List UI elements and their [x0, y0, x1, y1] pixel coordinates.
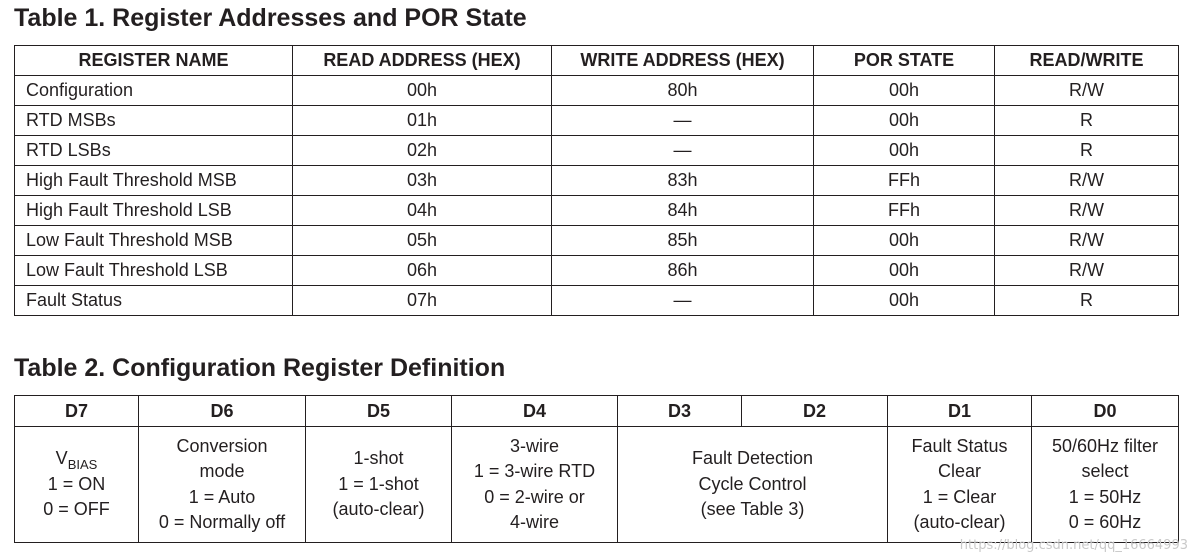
watermark: https://blog.csdn.net/qq_16664993: [959, 538, 1188, 553]
cell-line: 1 = ON: [47, 473, 106, 494]
vbias-label: [17, 446, 136, 472]
table-row: [15, 256, 1179, 286]
por-state-cell: 00h: [814, 256, 995, 286]
write-address-cell: —: [552, 136, 814, 166]
read-address-cell: 02h: [293, 136, 552, 166]
cell-line: 50/60Hz filter: [1051, 435, 1159, 456]
cell-line: (see Table 3): [700, 499, 805, 520]
register-name-cell: Low Fault Threshold LSB: [15, 256, 293, 286]
cell-line: (auto-clear): [332, 499, 425, 520]
col-header-por-state: POR STATE: [814, 46, 995, 76]
cell-line: Cycle Control: [698, 473, 807, 494]
read-write-cell: R/W: [995, 76, 1179, 106]
read-address-cell: 03h: [293, 166, 552, 196]
cell-line: 1 = Clear: [922, 486, 997, 507]
por-state-cell: FFh: [814, 166, 995, 196]
read-write-cell: R: [995, 106, 1179, 136]
cell-line: 1 = Auto: [188, 486, 256, 507]
table2-title: Table 2. Configuration Register Definition: [14, 354, 506, 382]
bit-d0-filter-select-cell: [1032, 427, 1179, 543]
cell-line: 1 = 50Hz: [1068, 486, 1142, 507]
bit-header-d6: D6: [139, 396, 306, 427]
cell-line: mode: [199, 461, 245, 481]
read-address-cell: 07h: [293, 286, 552, 316]
table2-definition-row: [15, 427, 1179, 543]
cell-line: 0 = OFF: [43, 499, 110, 520]
cell-line: Conversion: [176, 435, 268, 456]
bit-d6-conversion-mode-cell: [139, 427, 306, 543]
write-address-cell: 86h: [552, 256, 814, 286]
por-state-cell: FFh: [814, 196, 995, 226]
cell-line: 3-wire: [509, 435, 559, 456]
cell-line: 0 = Normally off: [158, 512, 286, 532]
read-write-cell: R/W: [995, 166, 1179, 196]
cell-line: 4-wire: [509, 512, 559, 532]
bit-header-d2: D2: [742, 396, 888, 427]
register-name-cell: Configuration: [15, 76, 293, 106]
bit-header-d0: D0: [1032, 396, 1179, 427]
cell-line: 1-shot: [353, 448, 404, 469]
cell-line: 1 = 1-shot: [338, 473, 419, 494]
read-address-cell: 04h: [293, 196, 552, 226]
bit-d4-three-wire-cell: [452, 427, 618, 543]
bit-header-d7: D7: [15, 396, 139, 427]
col-header-read-address: READ ADDRESS (HEX): [293, 46, 552, 76]
bit-header-d5: D5: [306, 396, 452, 427]
register-name-cell: RTD LSBs: [15, 136, 293, 166]
configuration-register-table: [14, 395, 1179, 543]
read-write-cell: R: [995, 286, 1179, 316]
write-address-cell: 84h: [552, 196, 814, 226]
col-header-read-write: READ/WRITE: [995, 46, 1179, 76]
register-addresses-table: [14, 45, 1179, 316]
bit-header-d3: D3: [618, 396, 742, 427]
read-address-cell: 06h: [293, 256, 552, 286]
cell-line: select: [1081, 461, 1129, 481]
table1-header-row: [15, 46, 1179, 76]
write-address-cell: 80h: [552, 76, 814, 106]
bit-header-d1: D1: [888, 396, 1032, 427]
cell-line: 0 = 60Hz: [1068, 512, 1142, 532]
register-name-cell: Fault Status: [15, 286, 293, 316]
vbias-main: V: [55, 448, 68, 469]
read-address-cell: 01h: [293, 106, 552, 136]
read-address-cell: 00h: [293, 76, 552, 106]
write-address-cell: —: [552, 286, 814, 316]
por-state-cell: 00h: [814, 226, 995, 256]
table-row: [15, 226, 1179, 256]
bit-d1-fault-status-clear-cell: [888, 427, 1032, 543]
col-header-register-name: REGISTER NAME: [15, 46, 293, 76]
register-name-cell: Low Fault Threshold MSB: [15, 226, 293, 256]
table1-title: Table 1. Register Addresses and POR State: [14, 4, 527, 32]
write-address-cell: 83h: [552, 166, 814, 196]
read-write-cell: R/W: [995, 226, 1179, 256]
por-state-cell: 00h: [814, 286, 995, 316]
table-row: [15, 136, 1179, 166]
register-name-cell: RTD MSBs: [15, 106, 293, 136]
write-address-cell: —: [552, 106, 814, 136]
bit-d3-d2-fault-detection-cell: [618, 427, 888, 543]
col-header-write-address: WRITE ADDRESS (HEX): [552, 46, 814, 76]
table-row: [15, 106, 1179, 136]
table-row: [15, 286, 1179, 316]
table-row: [15, 76, 1179, 106]
read-address-cell: 05h: [293, 226, 552, 256]
por-state-cell: 00h: [814, 136, 995, 166]
read-write-cell: R/W: [995, 196, 1179, 226]
write-address-cell: 85h: [552, 226, 814, 256]
cell-line: 1 = 3-wire RTD: [473, 461, 596, 481]
register-name-cell: High Fault Threshold MSB: [15, 166, 293, 196]
read-write-cell: R/W: [995, 256, 1179, 286]
cell-line: Clear: [937, 461, 981, 481]
bit-header-d4: D4: [452, 396, 618, 427]
cell-line: Fault Status: [911, 435, 1008, 456]
bit-d5-one-shot-cell: [306, 427, 452, 543]
cell-line: 0 = 2-wire or: [484, 486, 585, 507]
bit-d7-vbias-cell: [15, 427, 139, 543]
register-name-cell: High Fault Threshold LSB: [15, 196, 293, 226]
por-state-cell: 00h: [814, 106, 995, 136]
cell-line: Fault Detection: [691, 448, 814, 469]
read-write-cell: R: [995, 136, 1179, 166]
cell-line: (auto-clear): [913, 512, 1006, 532]
table-row: [15, 166, 1179, 196]
vbias-subscript: BIAS: [67, 457, 98, 473]
table-row: [15, 196, 1179, 226]
por-state-cell: 00h: [814, 76, 995, 106]
table2-header-row: [15, 396, 1179, 427]
